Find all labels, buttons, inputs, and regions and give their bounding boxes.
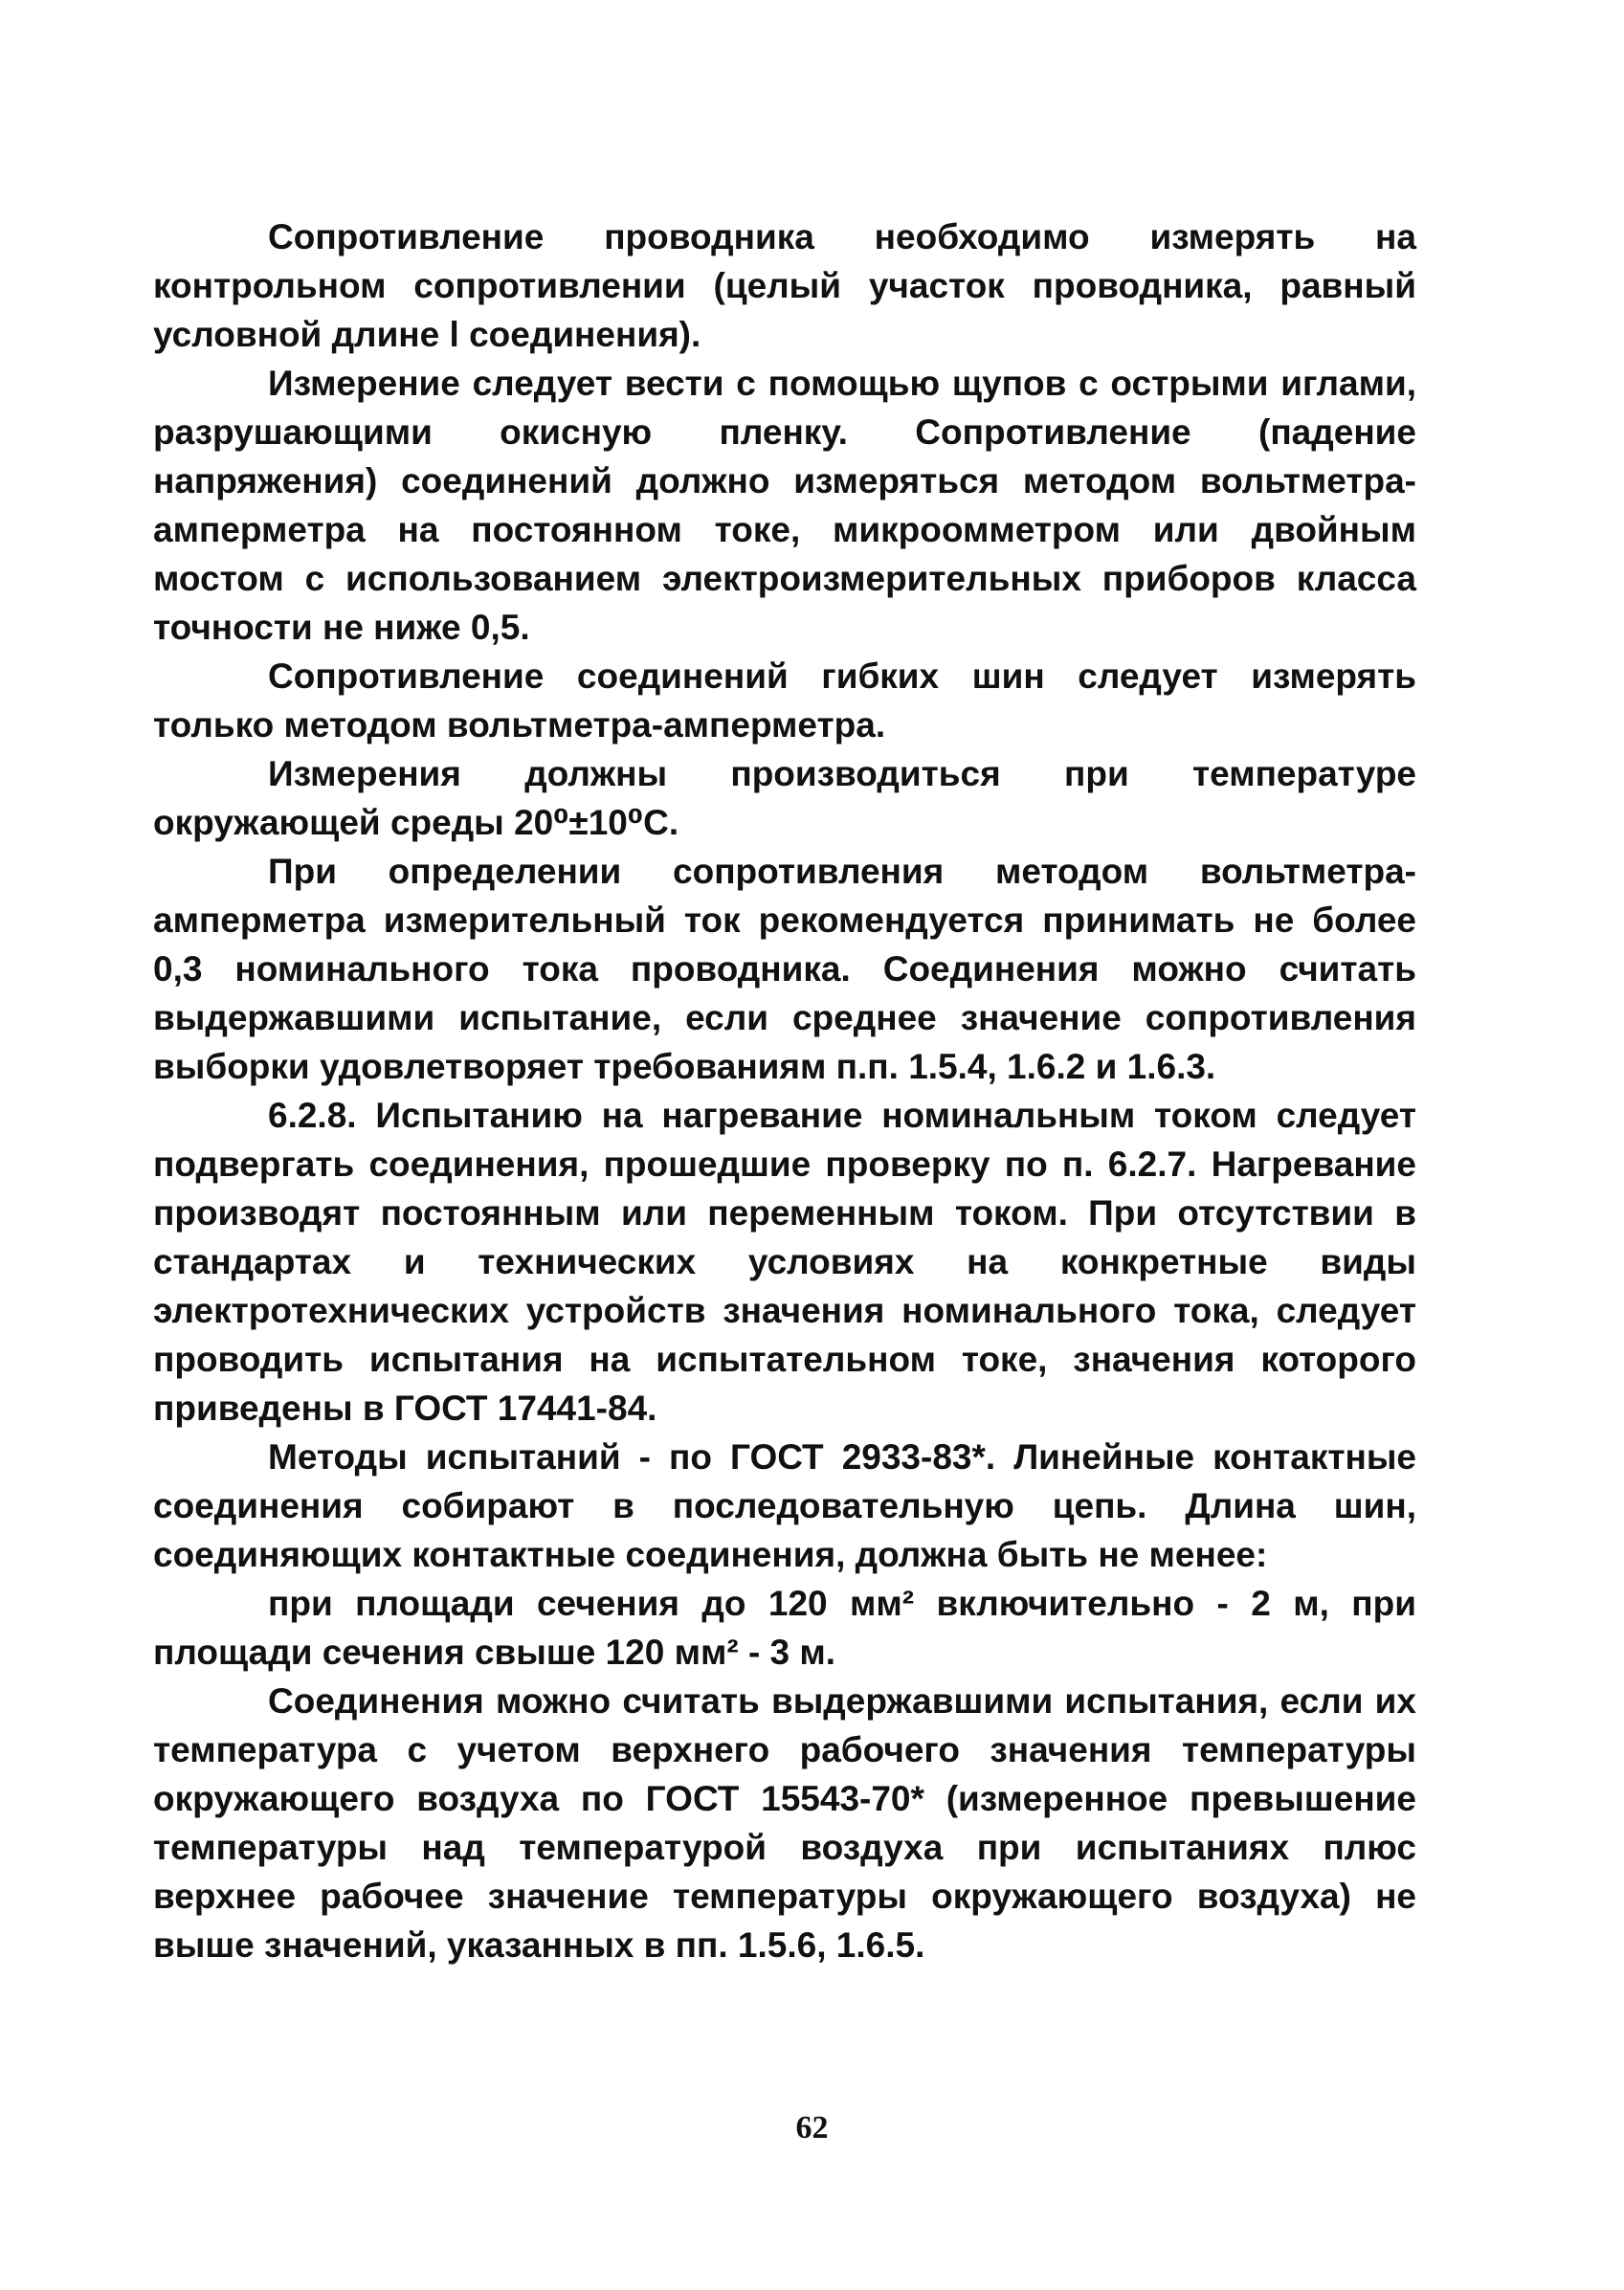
- document-body: [153, 212, 1416, 1969]
- paragraph-4: Измерения должны производиться при температуре окружающей среды 20⁰±10⁰С.: [153, 754, 1416, 842]
- paragraph-2: Измерение следует вести с помощью щупов с острыми иглами, разрушающими окисную пленку. Сопротивление (падение напряжения) соединений должно измеряться методом вольтметра-амперметра на постоянном токе, микроомметром или двойным мостом с использованием электроизмерительных приборов класса точности не ниже 0,5.: [153, 364, 1416, 647]
- paragraph-8: при площади сечения до 120 мм² включительно - 2 м, при площади сечения свыше 120 мм² - 3 м.: [153, 1584, 1416, 1672]
- paragraph-3: Сопротивление соединений гибких шин следует измерять только методом вольтметра-амперметра.: [153, 656, 1416, 745]
- paragraph-1: Сопротивление проводника необходимо измерять на контрольном сопротивлении (целый участок проводника, равный условной длине l соединения).: [153, 217, 1416, 354]
- paragraph-7: Методы испытаний - по ГОСТ 2933-83*. Линейные контактные соединения собирают в последовательную цепь. Длина шин, соединяющих контактные соединения, должна быть не менее:: [153, 1437, 1416, 1574]
- paragraph-6: 6.2.8. Испытанию на нагревание номинальным током следует подвергать соединения, прошедшие проверку по п. 6.2.7. Нагревание производят постоянным или переменным током. При отсутствии в стандартах и технических условиях на конкретные виды электротехнических устройств значения номинального тока, следует проводить испытания на испытательном токе, значения которого приведены в ГОСТ 17441-84.: [153, 1096, 1416, 1428]
- paragraph-9: Соединения можно считать выдержавшими испытания, если их температура с учетом верхнего рабочего значения температуры окружающего воздуха по ГОСТ 15543-70* (измеренное превышение температуры над температурой воздуха при испытаниях плюс верхнее рабочее значение температуры окружающего воздуха) не выше значений, указанных в пп. 1.5.6, 1.6.5.: [153, 1681, 1416, 1965]
- page-number: 62: [795, 2110, 829, 2145]
- paragraph-5: При определении сопротивления методом вольтметра-амперметра измерительный ток рекомендуется принимать не более 0,3 номинального тока проводника. Соединения можно считать выдержавшими испытание, если среднее значение сопротивления выборки удовлетворяет требованиям п.п. 1.5.4, 1.6.2 и 1.6.3.: [153, 852, 1416, 1086]
